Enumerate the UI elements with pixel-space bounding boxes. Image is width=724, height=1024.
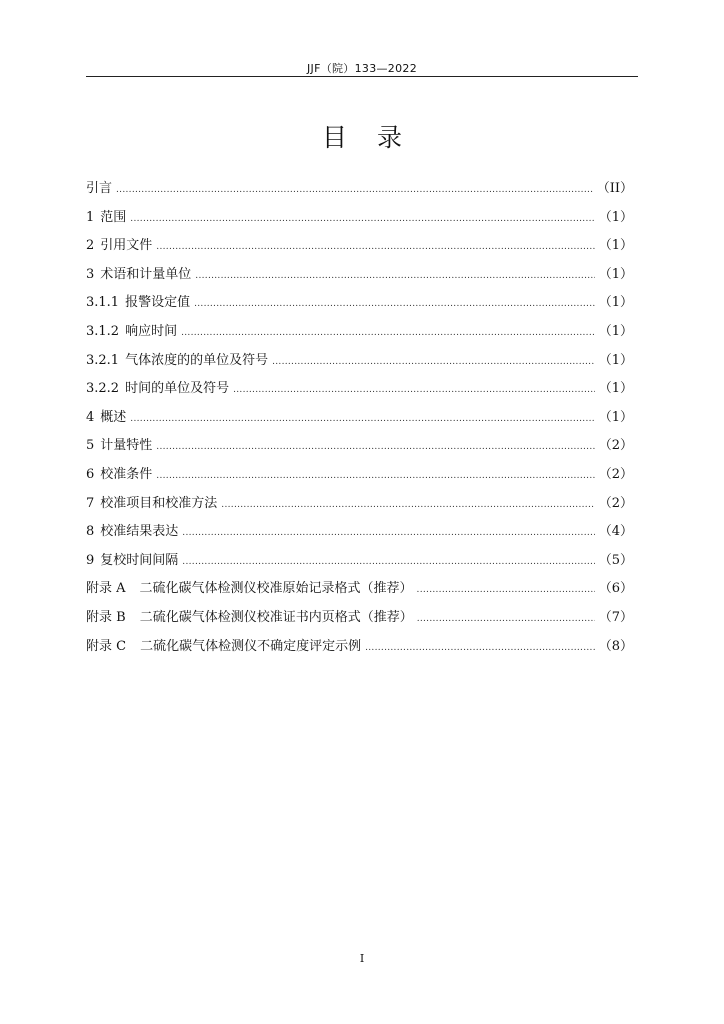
- title-char-2: 录: [377, 123, 403, 152]
- toc-entry-label: 二硫化碳气体检测仪不确定度评定示例: [140, 638, 362, 654]
- toc-entry-number: 3.2.2: [86, 381, 120, 397]
- page-number: I: [359, 952, 365, 965]
- toc-entry-number: 3: [86, 266, 95, 282]
- toc-entry[interactable]: [86, 606, 633, 635]
- dot-leader: [156, 242, 594, 252]
- toc-entry-page: （1）: [598, 323, 633, 339]
- toc-entry[interactable]: [86, 263, 633, 292]
- toc-entry-number: 6: [86, 466, 95, 482]
- table-of-contents: [86, 177, 633, 663]
- toc-entry-page: （1）: [598, 266, 633, 282]
- toc-entry-label: 报警设定值: [125, 295, 191, 311]
- toc-entry-label: 二硫化碳气体检测仪校准原始记录格式（推荐）: [139, 581, 413, 597]
- dot-leader: [272, 357, 595, 367]
- toc-entry-number: 附录 A: [86, 581, 126, 597]
- toc-entry[interactable]: [86, 463, 633, 492]
- dot-leader: [130, 214, 594, 224]
- running-header: JJF（院）133—2022: [306, 62, 417, 75]
- header-rule: [86, 76, 638, 77]
- toc-entry[interactable]: [86, 320, 633, 349]
- toc-entry[interactable]: [86, 492, 633, 521]
- dot-leader: [182, 557, 594, 567]
- title-char-1: 目: [321, 123, 347, 152]
- toc-entry-label: 术语和计量单位: [100, 266, 192, 282]
- toc-entry-number: 1: [86, 209, 95, 225]
- toc-entry-number: 附录 B: [86, 609, 126, 625]
- toc-entry[interactable]: [86, 377, 633, 406]
- dot-leader: [116, 185, 593, 195]
- dot-leader: [233, 385, 595, 395]
- toc-entry-label: 概述: [100, 409, 127, 425]
- toc-entry-label: 二硫化碳气体检测仪校准证书内页格式（推荐）: [139, 609, 413, 625]
- toc-entry-page: （8）: [598, 638, 633, 654]
- toc-entry-page: （4）: [598, 524, 633, 540]
- toc-entry-number: 3.1.2: [86, 323, 120, 339]
- toc-entry-label: 引言: [86, 181, 113, 196]
- toc-entry-page: （6）: [598, 581, 633, 597]
- dot-leader: [181, 328, 595, 338]
- toc-entry-page: （1）: [598, 352, 633, 368]
- toc-entry[interactable]: [86, 520, 633, 549]
- toc-entry-label: 校准条件: [100, 466, 153, 482]
- dot-leader: [182, 528, 594, 538]
- toc-entry[interactable]: [86, 635, 633, 664]
- dot-leader: [194, 299, 595, 309]
- toc-entry[interactable]: [86, 206, 633, 235]
- toc-entry-number: 7: [86, 495, 95, 511]
- toc-entry-label: 复校时间间隔: [100, 552, 179, 568]
- toc-entry-page: （2）: [598, 495, 633, 511]
- toc-entry-page: （1）: [598, 409, 633, 425]
- toc-entry-number: 8: [86, 524, 95, 540]
- toc-entry-number: 3.1.1: [86, 295, 120, 311]
- toc-entry-label: 范围: [100, 209, 127, 225]
- toc-entry-page: （5）: [598, 552, 633, 568]
- toc-entry-page: （1）: [598, 295, 633, 311]
- toc-entry-number: 9: [86, 552, 95, 568]
- toc-entry-page: （1）: [598, 381, 633, 397]
- toc-entry-label: 计量特性: [100, 438, 153, 454]
- toc-entry-number: 2: [86, 238, 95, 254]
- toc-entry[interactable]: [86, 434, 633, 463]
- dot-leader: [156, 442, 594, 452]
- toc-entry-page: （2）: [598, 438, 633, 454]
- toc-entry-label: 时间的单位及符号: [125, 381, 230, 397]
- toc-entry-page: （II）: [596, 181, 633, 196]
- toc-entry-page: （1）: [598, 209, 633, 225]
- toc-entry-number: 3.2.1: [86, 352, 120, 368]
- dot-leader: [365, 643, 595, 653]
- dot-leader: [417, 585, 595, 595]
- toc-entry-number: 5: [86, 438, 95, 454]
- toc-entry-label: 校准结果表达: [100, 524, 179, 540]
- dot-leader: [221, 500, 594, 510]
- toc-entry-number: 4: [86, 409, 95, 425]
- toc-entry[interactable]: [86, 406, 633, 435]
- toc-entry-page: （1）: [598, 238, 633, 254]
- toc-entry[interactable]: [86, 549, 633, 578]
- toc-entry-label: 响应时间: [125, 323, 178, 339]
- toc-entry-page: （2）: [598, 466, 633, 482]
- page-title: [0, 118, 724, 154]
- dot-leader: [156, 471, 594, 481]
- toc-entry[interactable]: [86, 234, 633, 263]
- dot-leader: [130, 414, 594, 424]
- toc-entry-label: 校准项目和校准方法: [100, 495, 218, 511]
- toc-entry[interactable]: [86, 177, 633, 206]
- toc-entry[interactable]: [86, 577, 633, 606]
- toc-entry[interactable]: [86, 349, 633, 378]
- toc-entry-page: （7）: [598, 609, 633, 625]
- toc-entry-number: 附录 C: [86, 638, 127, 654]
- dot-leader: [417, 614, 595, 624]
- dot-leader: [195, 271, 594, 281]
- toc-entry-label: 引用文件: [100, 238, 153, 254]
- toc-entry[interactable]: [86, 291, 633, 320]
- toc-entry-label: 气体浓度的的单位及符号: [125, 352, 269, 368]
